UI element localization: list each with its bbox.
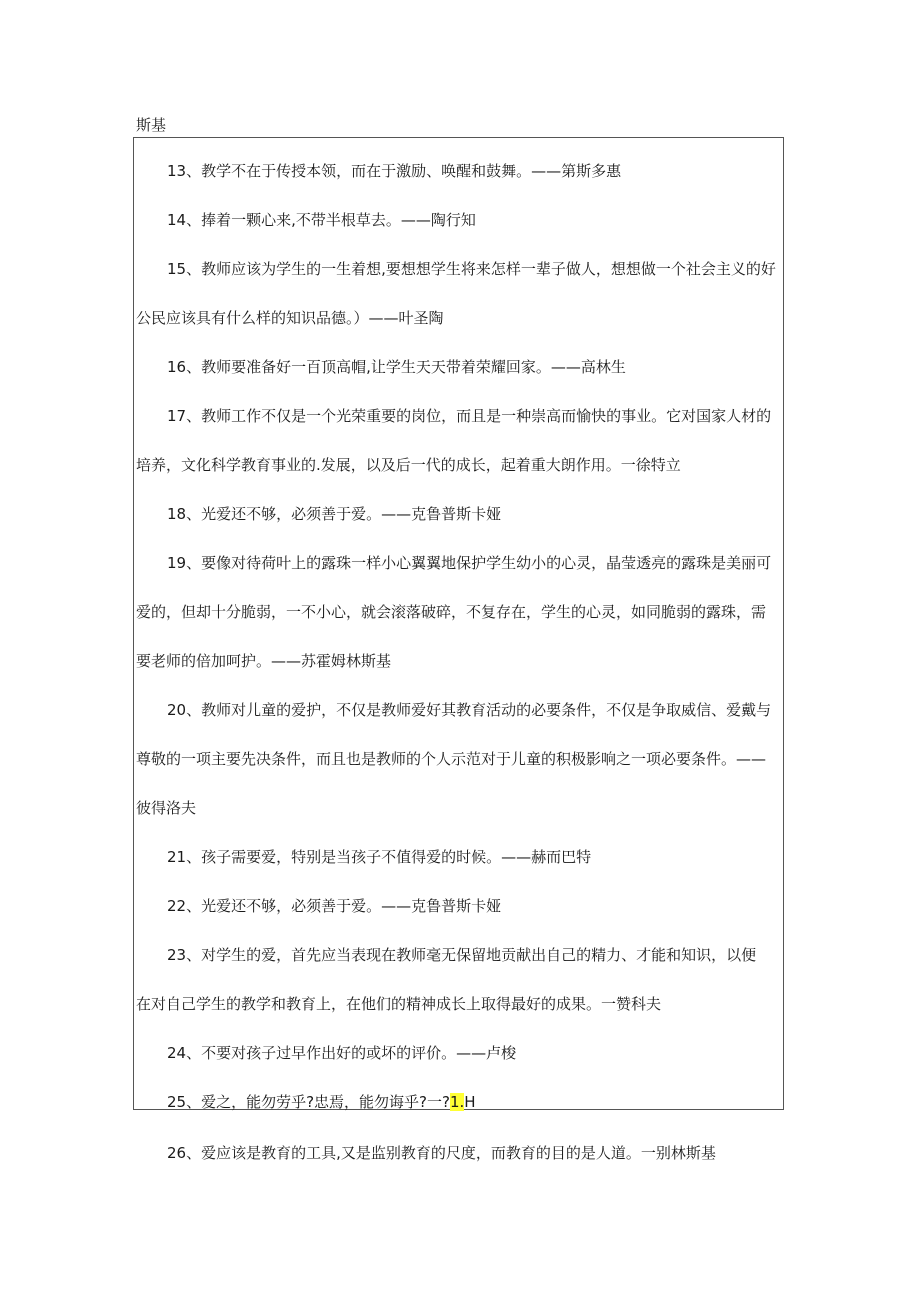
quote-19-line-3: 要老师的倍加呵护。——苏霍姆林斯基	[136, 652, 392, 670]
quote-22: 22、光爱还不够，必须善于爱。——克鲁普斯卡娅	[167, 897, 502, 915]
quote-26: 26、爱应该是教育的工具,又是监别教育的尺度，而教育的目的是人道。一别林斯基	[167, 1144, 716, 1162]
quote-20-line-1: 20、教师对儿童的爱护，不仅是教师爱好其教育活动的必要条件，不仅是争取威信、爱戴与	[167, 701, 772, 719]
quote-16: 16、教师要准备好一百顶高帽,让学生天天带着荣耀回家。——高林生	[167, 358, 626, 376]
quote-20-line-2: 尊敬的一项主要先决条件，而且也是教师的个人示范对于儿童的积极影响之一项必要条件。——	[136, 750, 767, 768]
quote-15-line-1: 15、教师应该为学生的一生着想,要想想学生将来怎样一辈子做人，想想做一个社会主义的好	[167, 260, 776, 278]
quote-23-line-2: 在对自己学生的教学和教育上，在他们的精神成长上取得最好的成果。一赞科夫	[136, 995, 662, 1013]
quote-13: 13、教学不在于传授本领，而在于激励、唤醒和鼓舞。——第斯多惠	[167, 162, 622, 180]
quote-21: 21、孩子需要爱，特别是当孩子不值得爱的时候。——赫而巴特	[167, 848, 592, 866]
quote-23-line-1: 23、对学生的爱，首先应当表现在教师毫无保留地贡献出自己的精力、才能和知识，以便	[167, 946, 757, 964]
quote-24: 24、不要对孩子过早作出好的或坏的评价。——卢梭	[167, 1044, 517, 1062]
quote-15-line-2: 公民应该具有什么样的知识品德。）——叶圣陶	[136, 309, 444, 327]
quote-25-tail: H	[464, 1093, 476, 1111]
quote-25-text: 25、爱之，能勿劳乎?忠焉，能勿诲乎?一?	[167, 1093, 450, 1111]
quote-17-line-1: 17、教师工作不仅是一个光荣重要的岗位，而且是一种崇高而愉快的事业。它对国家人材的	[167, 407, 772, 425]
highlighted-fragment: 1.	[449, 1093, 465, 1111]
quote-19-line-1: 19、要像对待荷叶上的露珠一样小心翼翼地保护学生幼小的心灵，晶莹透亮的露珠是美丽可	[167, 554, 772, 572]
quote-14: 14、捧着一颗心来,不带半根草去。——陶行知	[167, 211, 476, 229]
quote-18: 18、光爱还不够，必须善于爱。——克鲁普斯卡娅	[167, 505, 502, 523]
quote-19-line-2: 爱的，但却十分脆弱，一不小心，就会滚落破碎，不复存在，学生的心灵，如同脆弱的露珠，需	[136, 603, 767, 621]
quote-17-line-2: 培养，文化科学教育事业的.发展，以及后一代的成长，起着重大朗作用。一徐特立	[136, 456, 681, 474]
quote-20-line-3: 彼得洛夫	[136, 799, 197, 817]
leading-text: 斯基	[136, 116, 167, 134]
quote-25	[167, 1091, 476, 1113]
